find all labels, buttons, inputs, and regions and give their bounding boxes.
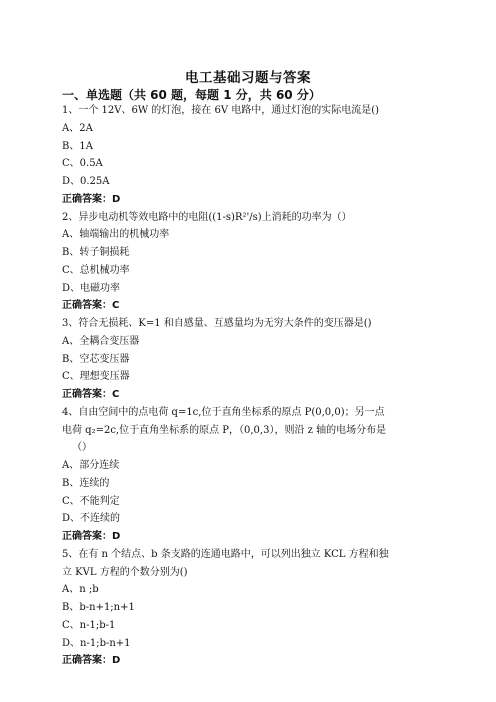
question-stem-line-3: （）	[72, 442, 92, 454]
option-b: B、1A	[62, 140, 93, 152]
question-stem: 3、符合无损耗、K=1 和自感量、互感量均为无穷大条件的变压器是()	[62, 318, 372, 329]
question-4	[62, 404, 434, 546]
correct-answer: 正确答案：D	[62, 531, 121, 542]
option-a: A、2A	[62, 122, 93, 134]
option-a: A、全耦合变压器	[62, 335, 140, 347]
correct-answer: 正确答案：D	[62, 193, 121, 205]
option-a: A、n ;b	[62, 584, 99, 596]
correct-answer: 正确答案：C	[62, 300, 120, 312]
option-a: A、部分连续	[62, 460, 120, 471]
option-b: B、空芯变压器	[62, 353, 130, 365]
question-1	[62, 102, 434, 209]
question-5	[62, 546, 434, 670]
correct-answer: 正确答案：D	[62, 655, 121, 667]
question-stem-line-1: 5、在有 n 个结点、b 条支路的连通电路中，可以列出独立 KCL 方程和独	[62, 548, 389, 560]
option-d: D、电磁功率	[62, 282, 121, 294]
question-stem-line-2: 电荷 q₂=2c,位于直角坐标系的原点 P，（0,0,3），则沿 z 轴的电场分布是	[62, 424, 387, 436]
option-c: C、总机械功率	[62, 264, 130, 276]
question-stem: 2、异步电动机等效电路中的电阻((1-s)R²'/s)上消耗的功率为（）	[62, 211, 352, 223]
question-stem: 1、一个 12V、6W 的灯泡，接在 6V 电路中，通过灯泡的实际电流是()	[62, 105, 380, 116]
option-b: B、b-n+1;n+1	[62, 602, 135, 613]
question-3	[62, 315, 434, 404]
option-c: C、0.5A	[62, 158, 103, 170]
option-c: C、理想变压器	[62, 371, 130, 383]
question-list	[62, 102, 434, 670]
option-b: B、转子铜损耗	[62, 247, 130, 258]
option-c: C、n-1;b-1	[62, 619, 116, 631]
option-b: B、连续的	[62, 477, 110, 489]
question-stem-line-2: 立 KVL 方程的个数分别为()	[62, 566, 188, 578]
question-stem-line-1: 4、自由空间中的点电荷 q=1c,位于直角坐标系的原点 P(0,0,0)；另一点	[62, 406, 385, 418]
question-2	[62, 209, 434, 316]
option-a: A、轴端输出的机械功率	[62, 229, 170, 241]
option-d: D、0.25A	[62, 176, 110, 187]
correct-answer: 正确答案：C	[62, 389, 120, 400]
option-d: D、不连续的	[62, 513, 121, 525]
section-heading: 一、单选题（共 60 题，每题 1 分，共 60 分）	[62, 88, 321, 102]
option-d: D、n-1;b-n+1	[62, 637, 131, 649]
option-c: C、不能判定	[62, 495, 120, 507]
document-title: 电工基础习题与答案	[185, 70, 311, 86]
